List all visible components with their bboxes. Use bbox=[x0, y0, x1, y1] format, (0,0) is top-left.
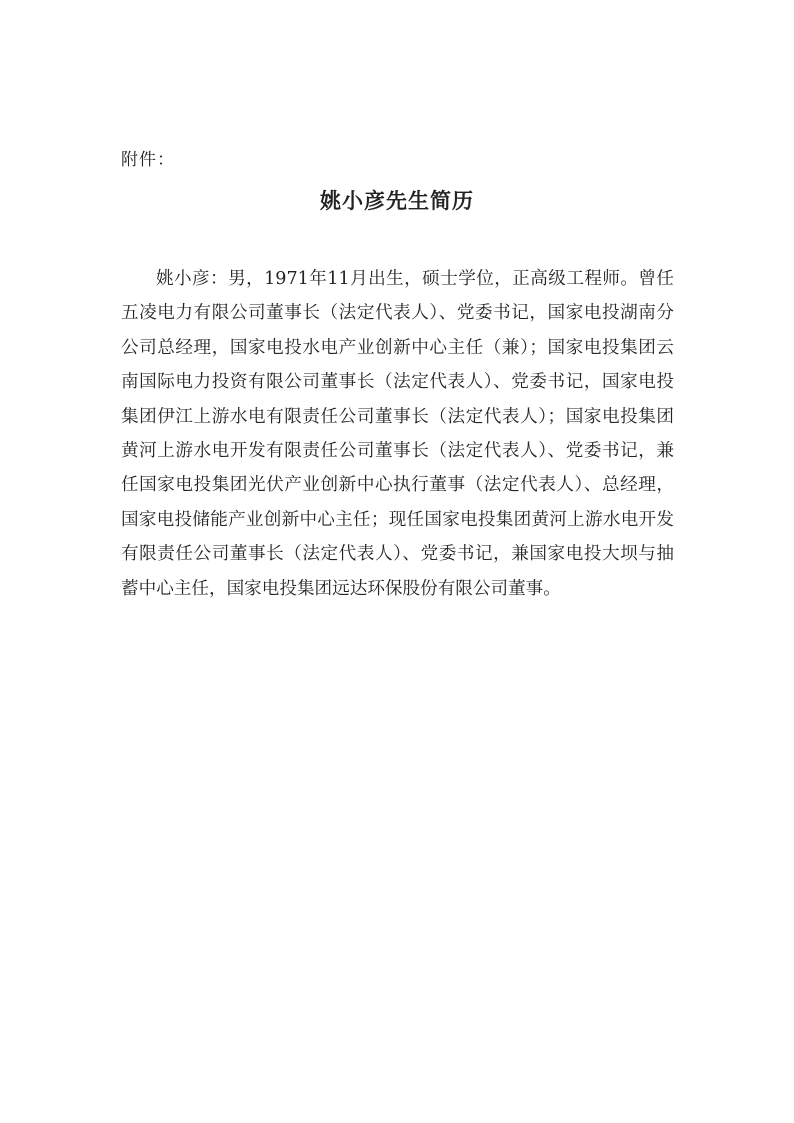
resume-paragraph: 姚小彦：男，1971年11月出生，硕士学位，正高级工程师。曾任五凌电力有限公司董事长（法定代表人）、党委书记，国家电投湖南分公司总经理，国家电投水电产业创新中心主任（兼）；国家电投集团云南国际电力投资有限公司董事长（法定代表人）、党委书记，国家电投集团伊江上游水电有限责任公司董事长（法定代表人）；国家电投集团黄河上游水电开发有限责任公司董事长（法定代表人）、党委书记，兼任国家电投集团光伏产业创新中心执行董事（法定代表人）、总经理，国家电投储能产业创新中心主任；现任国家电投集团黄河上游水电开发有限责任公司董事长（法定代表人）、党委书记，兼国家电投大坝与抽蓄中心主任，国家电投集团远达环保股份有限公司董事。 bbox=[121, 269, 674, 599]
document-title: 姚小彦先生简历 bbox=[320, 189, 474, 213]
attachment-label: 附件： bbox=[121, 150, 175, 170]
